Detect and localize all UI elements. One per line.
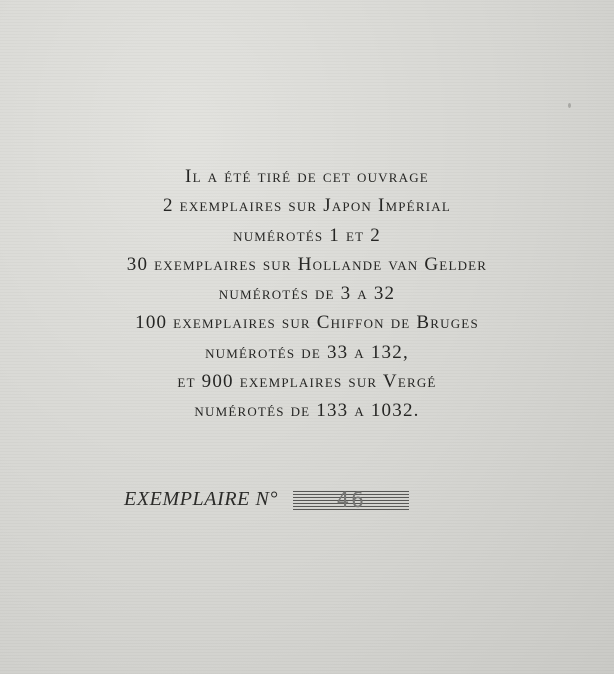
copy-number-label: EXEMPLAIRE N° xyxy=(124,488,279,510)
colophon-line: 30 exemplaires sur Hollande van Gelder xyxy=(126,253,488,275)
colophon-line: numérotés de 3 a 32 xyxy=(218,283,396,305)
copy-number-value: 46 xyxy=(336,487,366,512)
copy-number-line xyxy=(124,488,409,518)
colophon-line: numérotés de 133 a 1032. xyxy=(194,400,420,422)
colophon-line: Il a été tiré de cet ouvrage xyxy=(185,166,429,187)
colophon-line: numérotés 1 et 2 xyxy=(233,224,381,246)
limitation-statement xyxy=(0,162,614,426)
colophon-line: 2 exemplaires sur Japon Impérial xyxy=(163,195,451,217)
paper-speck xyxy=(568,103,571,108)
colophon-line: 100 exemplaires sur Chiffon de Bruges xyxy=(135,312,479,334)
colophon-line: et 900 exemplaires sur Vergé xyxy=(177,371,437,393)
colophon-line: numérotés de 33 a 132, xyxy=(205,341,409,363)
copy-number-field xyxy=(293,489,409,511)
